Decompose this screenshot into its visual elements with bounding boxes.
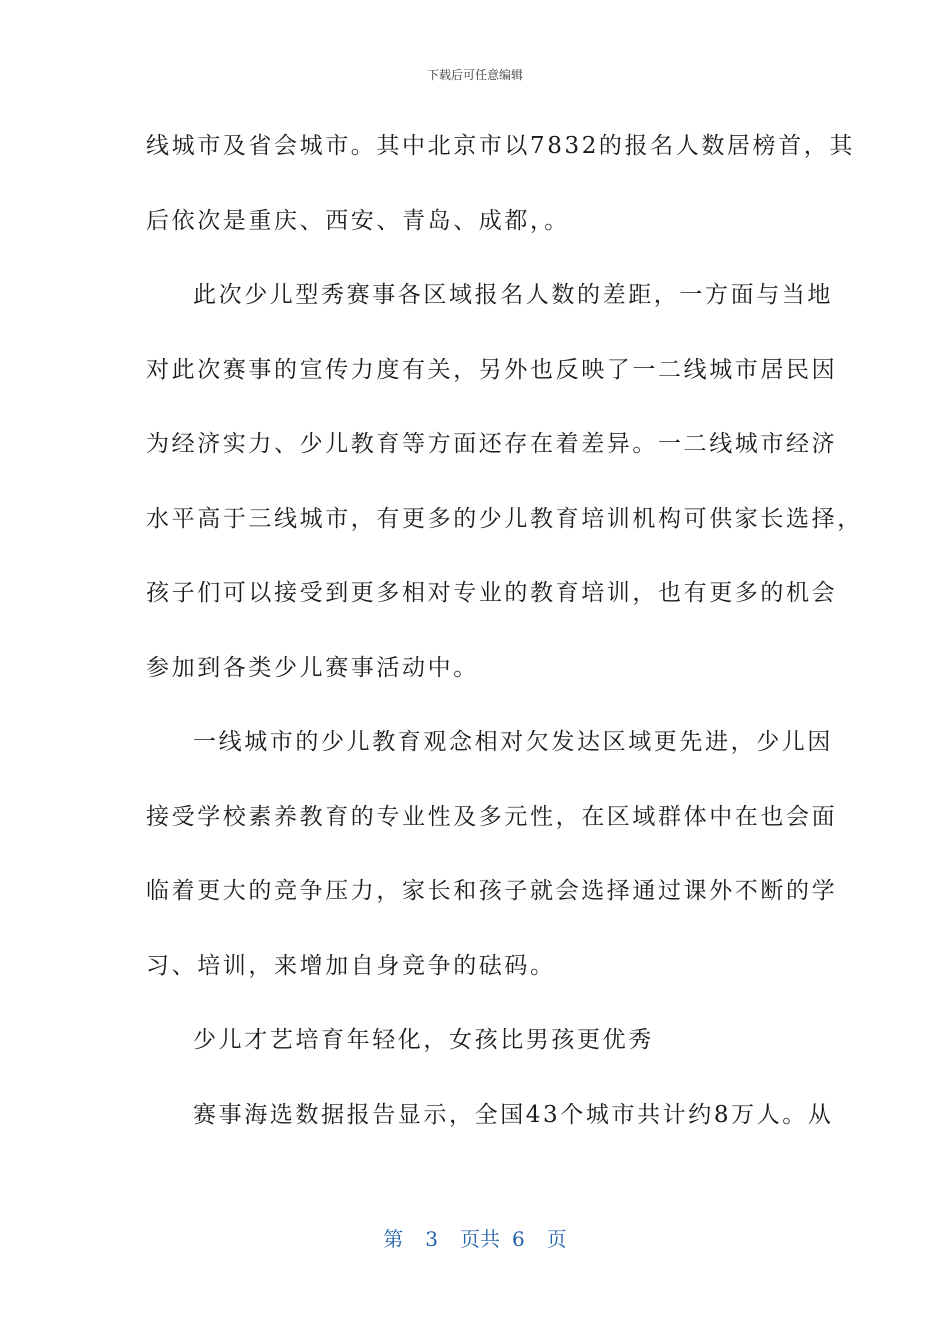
text-line: 后依次是重庆、西安、青岛、成都，。 [146, 207, 570, 234]
page-header: 下载后可任意编辑 [426, 68, 523, 82]
text-line: 习、培训，来增加自身竞争的砝码。 [146, 952, 556, 979]
text-line: 接受学校素养教育的专业性及多元性，在区域群体中在也会面 [146, 803, 838, 830]
text-line: 孩子们可以接受到更多相对专业的教育培训，也有更多的机会 [146, 580, 838, 606]
footer-label-pages: 页 [546, 1227, 567, 1251]
text-line: 线城市及省会城市。其中北京市以7832的报名人数居榜首，其 [146, 133, 855, 159]
text-line: 为经济实力、少儿教育等方面还存在着差异。一二线城市经济 [146, 431, 838, 457]
page-footer [0, 1226, 950, 1252]
paragraph-start-line: 赛事海选数据报告显示，全国43个城市共计约8万人。从 [193, 1101, 834, 1128]
paragraph-start-line: 一线城市的少儿教育观念相对欠发达区域更先进，少儿因 [193, 729, 833, 755]
footer-current-page: 3 [425, 1227, 438, 1251]
document-body [146, 124, 863, 1167]
section-heading: 少儿才艺培育年轻化，女孩比男孩更优秀 [193, 1027, 654, 1053]
text-line: 水平高于三线城市，有更多的少儿教育培训机构可供家长选择， [146, 505, 863, 532]
footer-label-page: 第 [383, 1227, 404, 1251]
footer-total-pages: 6 [512, 1227, 525, 1251]
text-line: 临着更大的竞争压力，家长和孩子就会选择通过课外不断的学 [146, 878, 838, 904]
text-line: 参加到各类少儿赛事活动中。 [146, 654, 479, 681]
footer-label-of: 页共 [460, 1227, 500, 1251]
paragraph-start-line: 此次少儿型秀赛事各区域报名人数的差距，一方面与当地 [193, 282, 833, 308]
text-line: 对此次赛事的宣传力度有关，另外也反映了一二线城市居民因 [146, 356, 838, 383]
